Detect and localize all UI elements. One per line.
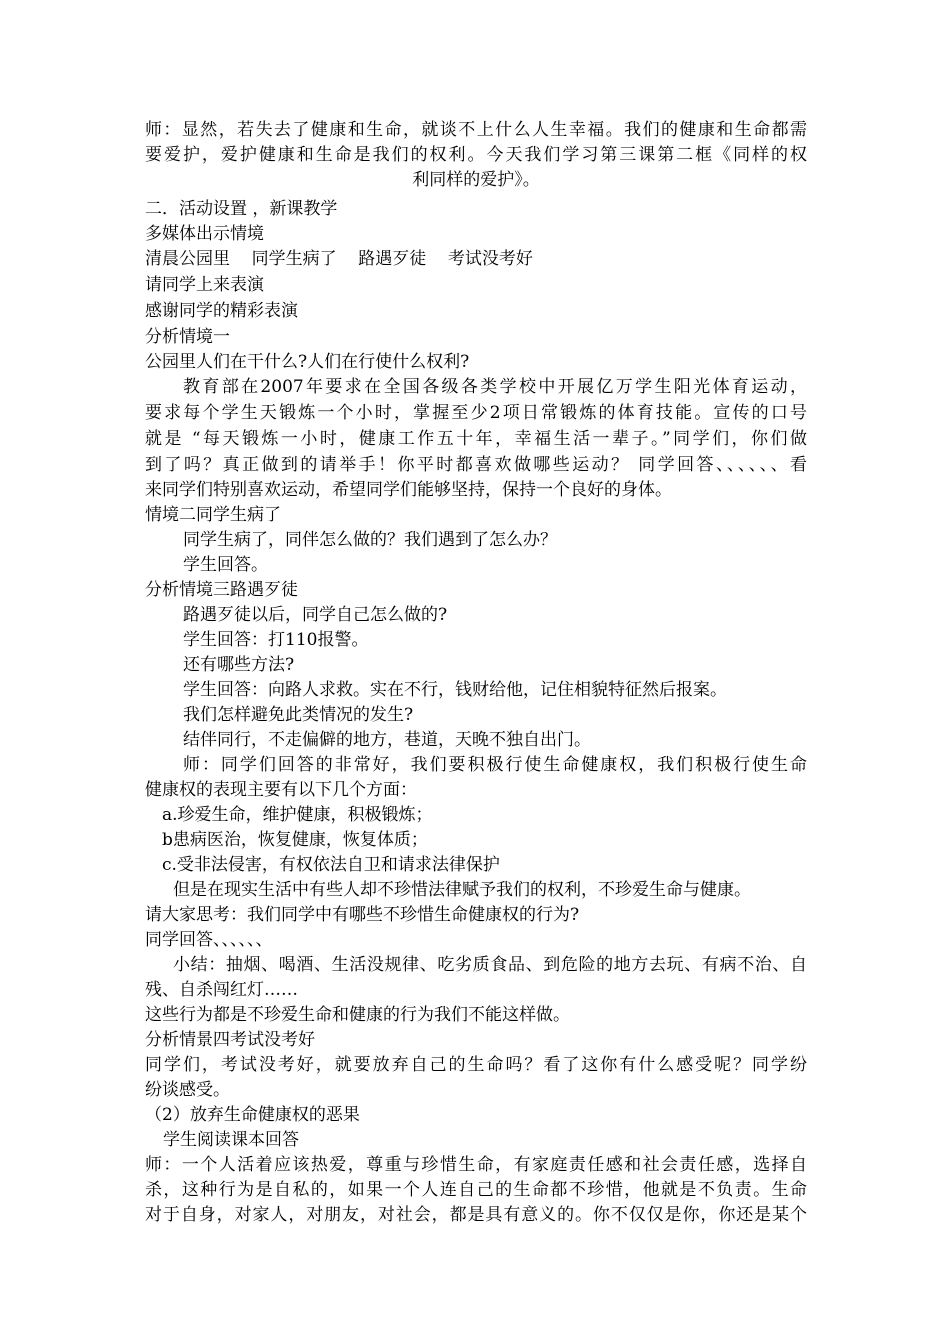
paragraph-line: 路遇歹徒以后，同学自己怎么做的?: [183, 605, 448, 625]
paragraph-line: 来同学们特别喜欢运动，希望同学们能够坚持，保持一个良好的身体。: [145, 480, 672, 500]
paragraph-line: 情境二同学生病了: [145, 505, 281, 525]
paragraph-line: 小结：抽烟、喝酒、生活没规律、吃劣质食品、到危险的地方去玩、有病不治、自: [173, 955, 807, 975]
paragraph-line: 同学们，考试没考好，就要放弃自己的生命吗？看了这你有什么感受呢？同学纷: [145, 1055, 807, 1075]
paragraph-line: 多媒体出示情境: [145, 224, 264, 244]
paragraph-line: 要爱护，爱护健康和生命是我们的权利。今天我们学习第三课第二框《同样的权: [145, 145, 807, 165]
paragraph-line: 公园里人们在干什么?人们在行使什么权利?: [145, 352, 470, 372]
paragraph-line: 同学生病了，同伴怎么做的？我们遇到了怎么办？: [183, 530, 557, 550]
paragraph-line: 但是在现实生活中有些人却不珍惜法律赋予我们的权利，不珍爱生命与健康。: [173, 880, 751, 900]
paragraph-line: 分析情境一: [145, 327, 230, 347]
paragraph-line: 分析情境三路遇歹徒: [145, 580, 298, 600]
paragraph-line: 学生阅读课本回答: [163, 1130, 299, 1150]
section-heading: （2）放弃生命健康权的恶果: [145, 1105, 360, 1125]
list-item: a.珍爱生命，维护健康，积极锻炼；: [162, 805, 433, 825]
paragraph-line: 残、自杀闯红灯……: [145, 980, 298, 1000]
paragraph-line: 教育部在2007年要求在全国各级各类学校中开展亿万学生阳光体育运动，: [183, 377, 807, 397]
paragraph-line: 请大家思考：我们同学中有哪些不珍惜生命健康权的行为?: [145, 905, 580, 925]
list-item: b患病医治，恢复健康，恢复体质；: [162, 830, 428, 850]
paragraph-line: 请同学上来表演: [145, 275, 264, 295]
list-item: c.受非法侵害，有权依法自卫和请求法律保护: [162, 855, 500, 875]
paragraph-line: 感谢同学的精彩表演: [145, 301, 298, 321]
paragraph-line: 师：一个人活着应该热爱，尊重与珍惜生命，有家庭责任感和社会责任感，选择自: [145, 1155, 807, 1175]
paragraph-line: 学生回答。: [183, 555, 268, 575]
paragraph-line: 利同样的爱护》。: [412, 170, 540, 190]
paragraph-line: 清晨公园里 同学生病了 路遇歹徒 考试没考好: [145, 249, 533, 269]
paragraph-line: 同学回答、、、、、、: [145, 930, 273, 950]
paragraph-line: 到了吗？真正做到的请举手！你平时都喜欢做哪些运动？ 同学回答、、、、、、看: [145, 455, 807, 475]
paragraph-line: 对于自身，对家人，对朋友，对社会，都是具有意义的。你不仅仅是你，你还是某个: [145, 1205, 807, 1225]
paragraph-line: 我们怎样避免此类情况的发生?: [183, 705, 414, 725]
paragraph-line: 师：显然，若失去了健康和生命，就谈不上什么人生幸福。我们的健康和生命都需: [145, 120, 807, 140]
paragraph-line: 这些行为都是不珍爱生命和健康的行为我们不能这样做。: [145, 1005, 570, 1025]
paragraph-line: 学生回答：打110报警。: [183, 630, 369, 650]
paragraph-line: 分析情景四考试没考好: [145, 1030, 315, 1050]
paragraph-line: 纷谈感受。: [145, 1080, 230, 1100]
paragraph-line: 还有哪些方法?: [183, 655, 295, 675]
paragraph-line: 学生回答：向路人求救。实在不行，钱财给他，记住相貌特征然后报案。: [183, 680, 727, 700]
paragraph-line: 结伴同行，不走偏僻的地方，巷道，天晚不独自出门。: [183, 730, 591, 750]
paragraph-line: 师：同学们回答的非常好，我们要积极行使生命健康权，我们积极行使生命: [183, 755, 807, 775]
paragraph-line: 要求每个学生天锻炼一个小时，掌握至少2项日常锻炼的体育技能。宣传的口号: [145, 403, 807, 423]
paragraph-line: 杀，这种行为是自私的，如果一个人连自己的生命都不珍惜，他就是不负责。生命: [145, 1180, 807, 1200]
paragraph-line: 健康权的表现主要有以下几个方面：: [145, 780, 417, 800]
section-heading: 二．活动设置 ，新课教学: [145, 199, 338, 219]
paragraph-line: 就是 “每天锻炼一小时，健康工作五十年，幸福生活一辈子。”同学们，你们做: [145, 429, 807, 449]
